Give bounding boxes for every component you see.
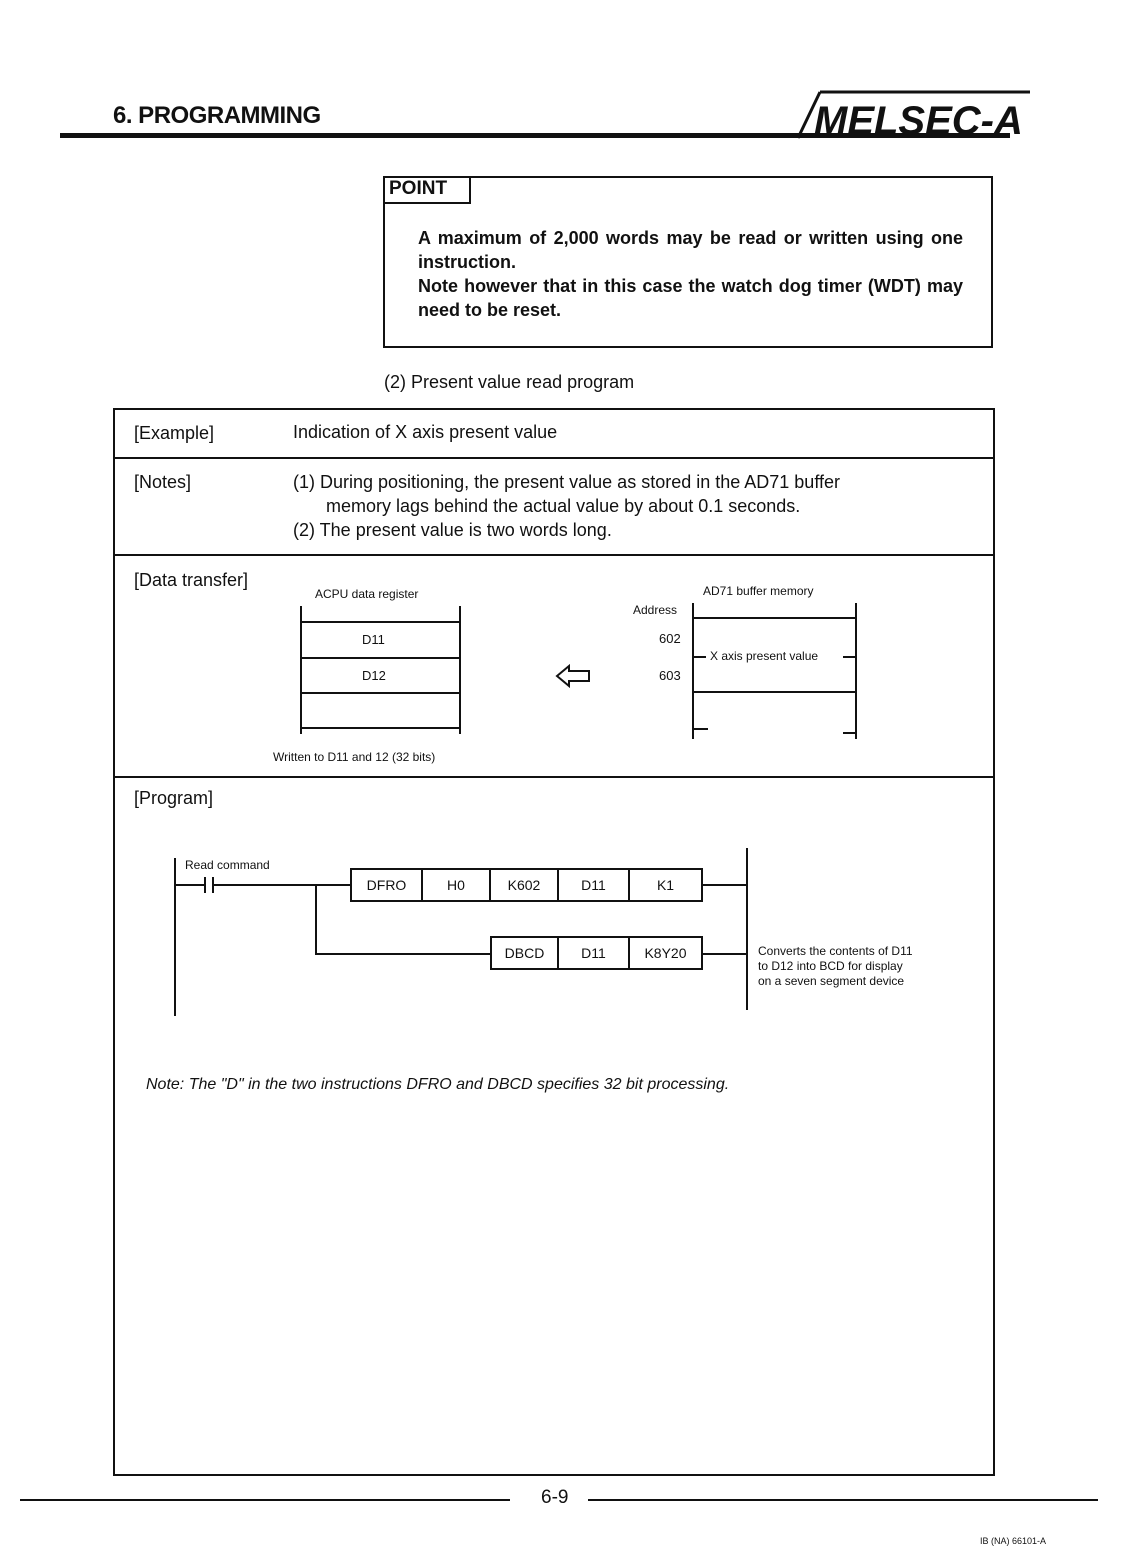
ad71-title: AD71 buffer memory (703, 584, 814, 598)
row-divider (113, 554, 993, 556)
point-line-2: Note however that in this case the watch dog timer (WDT) may need to be reset. (418, 276, 963, 320)
point-label: POINT (383, 176, 471, 204)
acpu-right-edge (459, 606, 461, 734)
program-label: [Program] (134, 788, 214, 808)
subheading: (2) Present value read program (384, 372, 635, 392)
footer-rule-right (588, 1499, 1098, 1501)
address-603: 603 (659, 668, 681, 683)
instr-cell-d11: D11 (557, 868, 630, 902)
buffer-divider (692, 691, 857, 693)
buffer-right-edge (855, 603, 857, 739)
point-text (418, 226, 963, 322)
example-value: Indication of X axis present value (293, 422, 558, 442)
buffer-tick (692, 728, 708, 730)
instr-cell-k8y20: K8Y20 (628, 936, 703, 970)
comment-line-1: Converts the contents of D11 (758, 944, 913, 958)
comment-line-3: on a seven segment device (758, 974, 905, 988)
instr-cell-k602: K602 (489, 868, 559, 902)
address-label: Address (633, 603, 678, 617)
register-d11: D11 (362, 632, 385, 647)
register-d12: D12 (362, 668, 386, 683)
rung-wire (174, 884, 204, 886)
instr-cell-h0: H0 (421, 868, 491, 902)
acpu-divider (300, 727, 461, 729)
branch-wire (315, 953, 492, 955)
acpu-divider (300, 621, 461, 623)
instr-cell-d11: D11 (557, 936, 630, 970)
left-power-rail (174, 858, 176, 1016)
melsec-logo (780, 86, 1040, 148)
buffer-dash (843, 656, 855, 658)
section-title: 6. PROGRAMMING (113, 102, 321, 129)
acpu-title: ACPU data register (315, 587, 419, 601)
program-comment (758, 944, 913, 989)
buffer-left-edge (692, 603, 694, 739)
buffer-divider (692, 617, 857, 619)
note-item-1a: (1) During positioning, the present value as stored in the AD71 buffer (293, 472, 840, 492)
rung-wire (214, 884, 351, 886)
logo-text: MELSEC-A (814, 99, 1023, 143)
point-line-1: A maximum of 2,000 words may be read or written using one instruction. (418, 228, 963, 272)
buffer-dash (694, 656, 706, 658)
page-number: 6-9 (541, 1487, 569, 1508)
rung-wire (703, 953, 747, 955)
comment-line-2: to D12 into BCD for display (758, 959, 903, 973)
acpu-divider (300, 692, 461, 694)
acpu-left-edge (300, 606, 302, 734)
notes-list (293, 470, 961, 542)
contact-label: Read command (185, 858, 270, 872)
footer-rule-left (20, 1499, 510, 1501)
example-label: [Example] (134, 423, 215, 443)
note-item-2: (2) The present value is two words long. (293, 520, 612, 540)
branch-wire (315, 884, 317, 954)
contact-icon (204, 877, 206, 893)
left-arrow-icon (555, 664, 591, 688)
note-item-1b: memory lags behind the actual value by about 0.1 seconds. (326, 496, 801, 516)
instr-cell-k1: K1 (628, 868, 703, 902)
row-divider (113, 457, 993, 459)
written-note: Written to D11 and 12 (32 bits) (273, 750, 436, 764)
rung-wire (703, 884, 747, 886)
instr-cell-dbcd: DBCD (490, 936, 559, 970)
right-power-rail (746, 848, 748, 1010)
notes-label: [Notes] (134, 472, 192, 492)
address-602: 602 (659, 631, 681, 646)
acpu-divider (300, 657, 461, 659)
footnote: Note: The "D" in the two instructions DFRO and DBCD specifies 32 bit processing. (146, 1076, 730, 1093)
row-divider (113, 776, 993, 778)
data-transfer-label: [Data transfer] (134, 570, 249, 590)
buffer-tick (843, 732, 857, 734)
instr-cell-dfro: DFRO (350, 868, 423, 902)
buffer-content: X axis present value (710, 649, 819, 663)
doc-code: IB (NA) 66101-A (980, 1536, 1047, 1546)
